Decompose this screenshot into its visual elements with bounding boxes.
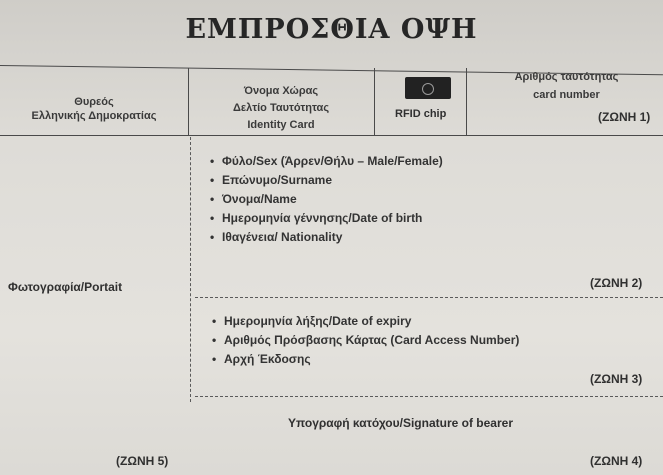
field-sex: • Φύλο/Sex (Άρρεν/Θήλυ – Male/Female) bbox=[210, 152, 443, 171]
header-bottom-border bbox=[0, 135, 663, 136]
emblem-line-1: Θυρεός bbox=[74, 96, 114, 108]
field-date-of-birth: • Ημερομηνία γέννησης/Date of birth bbox=[210, 209, 443, 228]
field-issuing-authority: • Αρχή Έκδοσης bbox=[212, 350, 519, 369]
country-label bbox=[188, 84, 374, 132]
field-nationality: • Ιθαγένεια/ Nationality bbox=[210, 228, 443, 247]
zone1-label: (ΖΩΝΗ 1) bbox=[598, 110, 651, 124]
card-number-line-1: Αριθμός ταυτότητας bbox=[514, 71, 619, 83]
header-divider-mid bbox=[374, 68, 375, 135]
zone5-label: (ΖΩΝΗ 5) bbox=[116, 454, 169, 468]
zone2-field-list bbox=[210, 152, 443, 247]
zone3-field-list bbox=[212, 312, 519, 369]
page-title: ΕΜΠΡΟΣΘΙΑ ΟΨΗ bbox=[185, 14, 478, 45]
field-name: • Όνομα/Name bbox=[210, 190, 443, 209]
emblem-label bbox=[0, 95, 188, 123]
field-card-access-number: • Αριθμός Πρόσβασης Κάρτας (Card Access Number) bbox=[212, 331, 519, 350]
emblem-line-2: Ελληνικής Δημοκρατίας bbox=[31, 110, 157, 122]
zone4-label: (ΖΩΝΗ 4) bbox=[590, 454, 643, 468]
portrait-divider bbox=[190, 137, 191, 402]
chip-contact-icon bbox=[422, 83, 434, 95]
rfid-chip-icon bbox=[405, 77, 451, 99]
rfid-chip-label: RFID chip bbox=[395, 108, 447, 120]
country-line-2: Δελτίο Ταυτότητας bbox=[232, 102, 330, 114]
zone3-label: (ΖΩΝΗ 3) bbox=[590, 372, 643, 386]
zone2-bottom-divider bbox=[195, 297, 663, 298]
country-line-1: Όνομα Χώρας bbox=[243, 85, 319, 97]
field-surname: • Επώνυμο/Surname bbox=[210, 171, 443, 190]
field-date-of-expiry: • Ημερομηνία λήξης/Date of expiry bbox=[212, 312, 519, 331]
signature-label: Υπογραφή κατόχου/Signature of bearer bbox=[288, 416, 513, 430]
portrait-label: Φωτογραφία/Portait bbox=[8, 280, 123, 294]
zone2-label: (ΖΩΝΗ 2) bbox=[590, 276, 643, 290]
header-divider-right bbox=[466, 68, 467, 135]
card-number-line-2: card number bbox=[533, 89, 600, 101]
card-number-label bbox=[470, 70, 663, 102]
zone3-bottom-divider bbox=[195, 396, 663, 397]
country-line-3: Identity Card bbox=[247, 119, 315, 131]
